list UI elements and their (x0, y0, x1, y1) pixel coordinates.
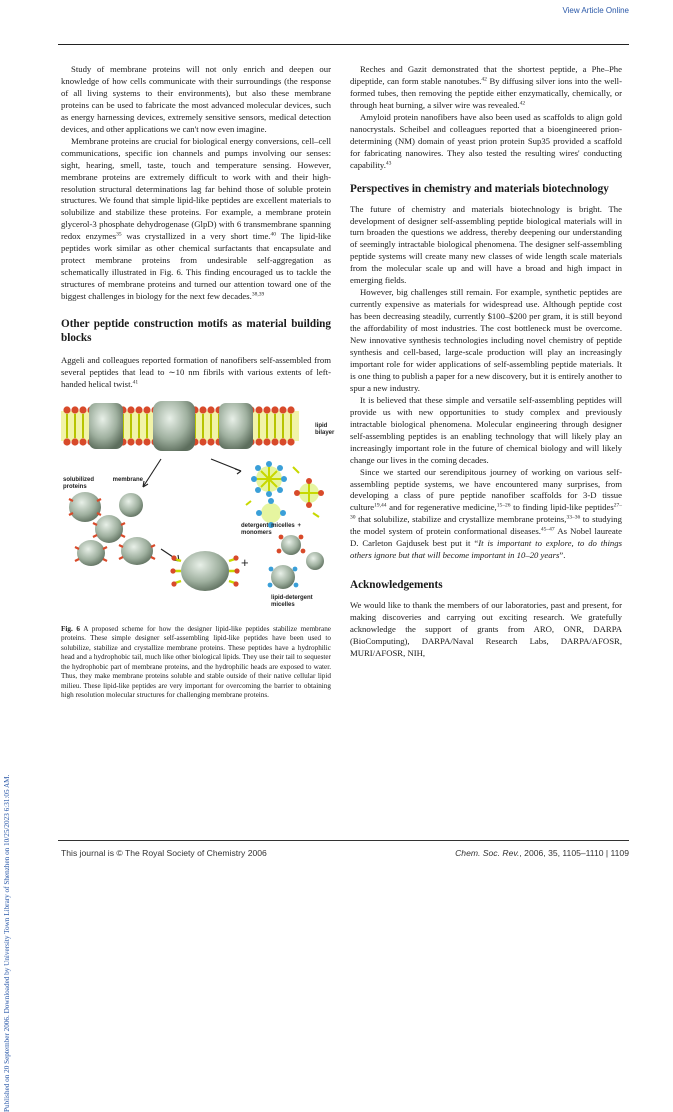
citation[interactable]: 42 (519, 100, 526, 107)
figure-6-illustration (61, 401, 331, 619)
detergent-micelles (246, 461, 324, 528)
label-lipid-detergent-micelles: lipid-detergent micelles (271, 594, 313, 608)
citation[interactable]: 35 (116, 231, 122, 238)
lipid-bilayer (61, 401, 299, 451)
figure-caption (61, 625, 331, 701)
quote: It is important to explore, to do things others ignore but that will become important in 10–20 years (350, 538, 622, 561)
section-heading: Acknowledgements (350, 579, 443, 592)
paragraph: We would like to thank the members of our laboratories, past and present, for making discoveries and carrying out exciting research. We gratefully acknowledge the support of grants from ARO, ONR, DARPA (BioComputing), DARPA/Naval Research Labs, DARPA/AFOSR, MURI/AFOSR, NIH, (350, 600, 622, 658)
label-detergent-micelles: detergent micelles + monomers (241, 522, 301, 536)
download-notice (3, 120, 15, 1112)
section-heading: Perspectives in chemistry and materials biotechnology (350, 182, 609, 195)
left-column (61, 64, 335, 701)
citation[interactable]: 45–47 (540, 526, 555, 533)
citation[interactable]: 33–36 (566, 514, 581, 521)
citation[interactable]: 41 (132, 379, 139, 386)
citation[interactable]: 15–26 (496, 502, 511, 509)
citation[interactable]: 38,39 (251, 291, 265, 298)
view-article-online-link[interactable]: View Article Online (562, 6, 629, 15)
header-rule (58, 44, 629, 45)
footer-rule (58, 840, 629, 841)
citation[interactable]: 27–30 (350, 502, 623, 521)
right-column (350, 64, 622, 660)
caption-text: A proposed scheme for how the designer lipid-like peptides stabilize membrane proteins. These simple designer self-assembling lipid-like peptides have been used to solubilize, stabilize and crystallize membrane proteins. These peptides have a hydrophilic head and a hydrophobic tail, much like other biological lipids. They use their tail to sequester the hydrophobic part of membrane proteins, and the hydrophilic heads are exposed to water. Thus, they make membrane proteins soluble and stable outside of their native cellular lipid milieu. These lipid-like peptides are very important for overcoming the barrier to obtaining high resolution molecular structures for challenging membrane proteins. (61, 624, 332, 700)
label-solubilized-proteins: solubilized membrane proteins (63, 476, 143, 490)
citation[interactable]: 42 (481, 76, 487, 83)
footer-copyright: This journal is © The Royal Society of Chemistry 2006 (61, 848, 267, 858)
solubilized-proteins (69, 492, 155, 566)
paragraph: The future of chemistry and materials biotechnology is bright. The development of designer self-assembling peptide biological materials will in turn broaden the questions we address, thereby deepening our understanding of seemingly intractable biological phenomena. The designer self-assembling peptide systems will create many new classes of wide length scale materials from the molecular scale up and will have a broad and high impact in emerging fields. (350, 203, 622, 286)
paragraph: It is believed that these simple and versatile self-assembling peptides will provide us with new opportunities to study complex and previously intractable biological phenomena. Molecular engineering through designer self-assembling peptides is an enabling technology that will likely play an increasingly important role in the future of chemical biology and will likely change our lives in the coming decades. (350, 394, 622, 465)
section-heading: Other peptide construction motifs as material building blocks (61, 318, 331, 345)
paragraph: Aggeli and colleagues reported formation of nanofibers self-assembled from several peptides that lead to ∼10 nm fibrils with various extents of left-handed helical twist.$^{41}$ (61, 355, 331, 389)
citation[interactable]: 19,44 (374, 502, 387, 509)
caption-title: Fig. 6 (61, 624, 81, 633)
paragraph: Membrane proteins are crucial for biological energy conversions, cell–cell communications, specific ion channels and pumps involving our senses: sight, hearing, smell, taste, touch and temperature sensing. However, membrane proteins are extremely difficult to work with and their high-resolution structural determinations lag far behind those of soluble protein structures. We found that simple lipid-like peptides are excellent materials to solubilize and stabilize these proteins. For example, a membrane protein glycerol-3 phosphate dehydrogenase (GlpD) with 6 transmembrane spanning redox enzymes$^{35}$ was crystallized in a very short time.$^{40}$ The lipid-like peptides work similar as other chemical surfactants that encapsulate and protect membrane proteins from undesirable self-aggregation as schematically illustrated in Fig. 6. This finding encouraged us to tackle the structures of membrane proteins and turned our attention toward one of the biggest challenges in biology for the next few decades.$^{38,39}$ (61, 135, 331, 302)
paragraph: Study of membrane proteins will not only enrich and deepen our knowledge of how cells communicate with their surroundings (the response of all living systems to their environments), but also these membrane proteins can be used to fabricate the most advanced molecular devices, such as energy harnessing devices, extremely sensitive sensors, medical detection devices, and other applications we can't now even imagine. (61, 64, 331, 134)
footer-citation: Chem. Soc. Rev., 2006, 35, 1105–1110 | 1109 (455, 848, 629, 858)
paragraph: Amyloid protein nanofibers have also been used as scaffolds to align gold nanocrystals. Scheibel and colleagues reported that a bioengineered prion-determining (NM) domain of yeast prion protein Sup35 provided a scaffold for fabricating nanowires. They also tested the resulting wires' conducting capability.$^{43}$ (350, 111, 622, 170)
label-lipid-bilayer: lipid bilayer (315, 422, 335, 436)
download-notice-text: Published on 20 September 2006. Downloaded by University Town Library of Shenzhen on 10/25/2023 6:31:05 AM. (3, 774, 11, 1112)
paragraph: Reches and Gazit demonstrated that the shortest peptide, a Phe–Phe dipeptide, can form stable nanotubes.$^{42}$ By diffusing silver ions into the well-formed tubes, then removing the peptide either enzymatically, chemically, or through heat burning, a silver wire was revealed.$^{42}$ (350, 64, 622, 110)
figure-6 (61, 401, 335, 619)
citation[interactable]: 43 (385, 160, 392, 167)
paragraph: Since we started our serendipitous journey of working on various self-assembling peptide systems, we have encountered many surprises, from developing a class of pure peptide nanofiber scaffolds for 3-D tissue culture$^{19,44}$ and for regenerative medicine,$^{15-26}$ to finding lipid-like peptides$^{27-30}$ that solubilize, stabilize and crystallize membrane proteins,$^{33-36}$ to studying the model system of protein conformational diseases.$^{45-47}$ As Nobel laureate D. Carleton Gajdusek best put it “It is important to explore, to do things others ignore but that will become important in 10–20 years”. (350, 466, 623, 561)
plus-sign: + (241, 554, 249, 570)
citation[interactable]: 40 (270, 231, 276, 238)
process-arrows (143, 459, 241, 561)
paragraph: However, big challenges still remain. For example, synthetic peptides are currently expensive as materials for widespread use. Although peptide cost has been decreasing steadily, currently $100–$200 per gram, it is still beyond the affordability of most industries. The cost bottleneck must be overcome. New innovative synthesis technologies including novel chemistry of peptide synthesis and cell-based, large-scale production will play an increasingly important role for wider applications of self-assembling peptide materials. It is one thing to publish a paper for a new discovery, but it is entirely another to spur a new industry. (350, 287, 622, 393)
